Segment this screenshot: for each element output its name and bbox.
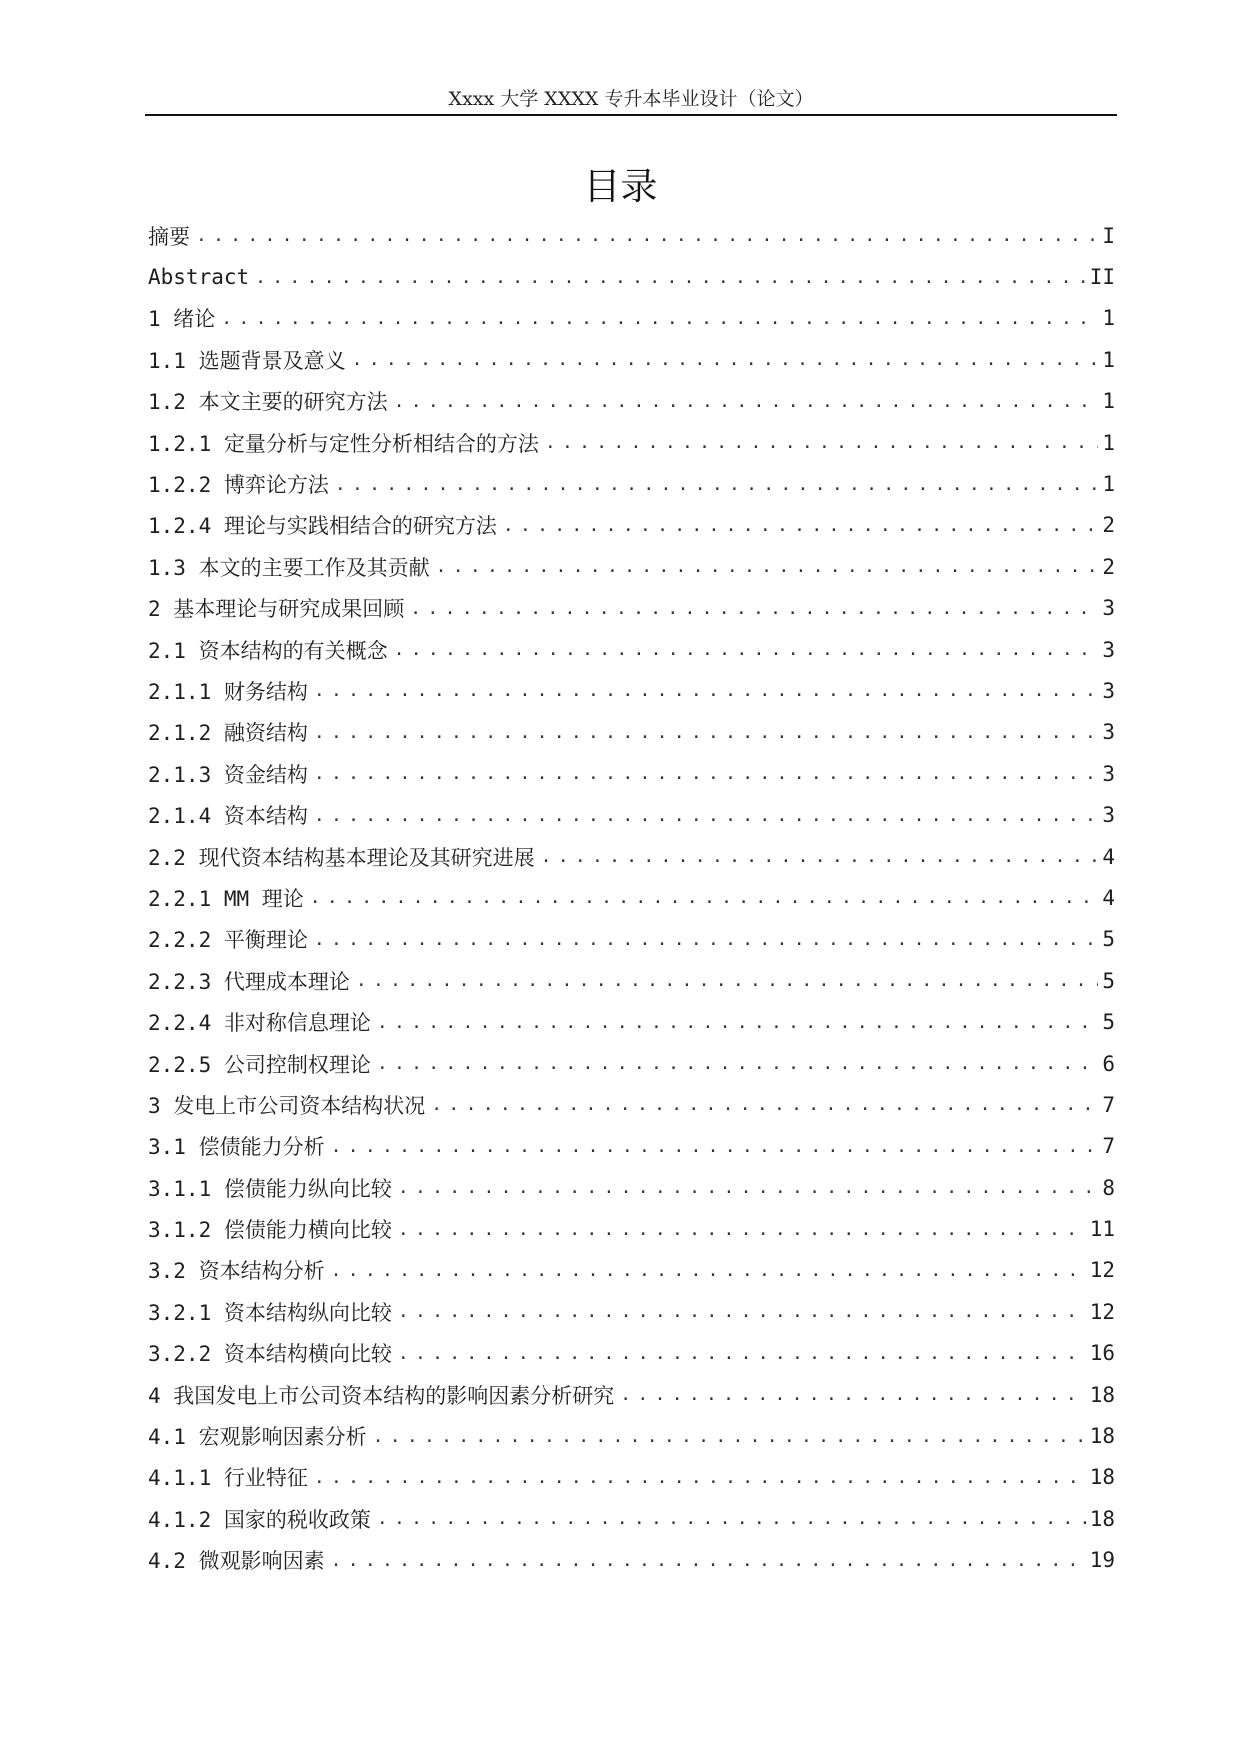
toc-entry-page: 18 (1089, 1382, 1115, 1407)
toc-leader-dots (377, 1053, 1098, 1074)
toc-entry-page: 4 (1102, 885, 1115, 910)
toc-leader-dots (314, 680, 1098, 701)
toc-entry[interactable] (148, 1498, 1115, 1539)
toc-entry[interactable] (148, 505, 1115, 546)
toc-leader-dots (221, 308, 1098, 329)
toc-entry-page: 4 (1102, 844, 1115, 869)
toc-entry-title: 2.2.4 非对称信息理论 (148, 1011, 371, 1036)
toc-entry-title: 1.2.4 理论与实践相结合的研究方法 (148, 514, 497, 539)
toc-entry-page: 7 (1102, 1134, 1115, 1159)
toc-leader-dots (255, 267, 1086, 288)
toc-entry-page: 1 (1102, 430, 1115, 455)
toc-entry-page: 2 (1102, 513, 1115, 538)
toc-entry-title: 4.1 宏观影响因素分析 (148, 1425, 367, 1450)
toc-entry[interactable] (148, 629, 1115, 670)
toc-entry[interactable] (148, 1540, 1115, 1581)
toc-entry-page: 8 (1102, 1175, 1115, 1200)
toc-leader-dots (620, 1384, 1085, 1405)
toc-entry-title: 1.2 本文主要的研究方法 (148, 390, 388, 415)
toc-leader-dots (373, 1426, 1086, 1447)
toc-leader-dots (431, 1094, 1098, 1115)
toc-leader-dots (331, 1550, 1086, 1571)
toc-entry[interactable] (148, 422, 1115, 463)
toc-entry-page: 12 (1089, 1258, 1115, 1283)
toc-entry-page: 3 (1102, 803, 1115, 828)
toc-entry-title: 3.1 偿债能力分析 (148, 1135, 325, 1160)
toc-entry[interactable] (148, 1415, 1115, 1456)
toc-entry-page: 12 (1089, 1299, 1115, 1324)
toc-leader-dots (331, 1260, 1086, 1281)
toc-leader-dots (541, 846, 1099, 867)
toc-entry[interactable] (148, 712, 1115, 753)
toc-entry-page: 5 (1102, 968, 1115, 993)
toc-entry-title: 4.1.1 行业特征 (148, 1466, 308, 1491)
toc-entry[interactable] (148, 1291, 1115, 1332)
running-header: Xxxx 大学 XXXX 专升本毕业设计（论文） (448, 88, 814, 110)
toc-entry[interactable] (148, 1250, 1115, 1291)
toc-entry-page: 1 (1102, 347, 1115, 372)
toc-list (148, 215, 1115, 1581)
toc-entry-page: 1 (1102, 389, 1115, 414)
toc-entry-page: I (1102, 223, 1115, 248)
toc-leader-dots (335, 474, 1098, 495)
toc-leader-dots (314, 722, 1098, 743)
toc-leader-dots (314, 929, 1098, 950)
toc-entry-title: 2.1.4 资本结构 (148, 804, 308, 829)
toc-leader-dots (410, 598, 1098, 619)
toc-entry-title: 3.2.1 资本结构纵向比较 (148, 1300, 392, 1325)
toc-entry[interactable] (148, 836, 1115, 877)
toc-entry-title: 1 绪论 (148, 307, 216, 332)
toc-entry-title: 4.2 微观影响因素 (148, 1549, 325, 1574)
toc-entry-title: 1.1 选题背景及意义 (148, 348, 346, 373)
toc-leader-dots (394, 639, 1099, 660)
toc-entry-title: 3.1.2 偿债能力横向比较 (148, 1218, 392, 1243)
toc-entry[interactable] (148, 919, 1115, 960)
toc-entry-title: 2.2 现代资本结构基本理论及其研究进展 (148, 845, 535, 870)
toc-leader-dots (352, 349, 1099, 370)
toc-entry-page: 7 (1102, 1092, 1115, 1117)
toc-entry-page: 16 (1089, 1341, 1115, 1366)
toc-entry-page: 3 (1102, 678, 1115, 703)
toc-entry-title: 3.2 资本结构分析 (148, 1259, 325, 1284)
toc-entry-page: 3 (1102, 637, 1115, 662)
toc-leader-dots (394, 391, 1099, 412)
toc-entry-page: 3 (1102, 720, 1115, 745)
toc-leader-dots (398, 1177, 1098, 1198)
toc-leader-dots (398, 1219, 1086, 1240)
toc-entry[interactable] (148, 588, 1115, 629)
toc-entry[interactable] (148, 1043, 1115, 1084)
toc-entry-page: 3 (1102, 761, 1115, 786)
toc-entry-title: 摘要 (148, 224, 190, 249)
toc-entry[interactable] (148, 215, 1115, 256)
toc-entry-page: 6 (1102, 1051, 1115, 1076)
toc-entry-page: 1 (1102, 472, 1115, 497)
toc-leader-dots (398, 1343, 1086, 1364)
toc-entry[interactable] (148, 1374, 1115, 1415)
toc-entry-title: 1.2.1 定量分析与定性分析相结合的方法 (148, 431, 539, 456)
toc-entry[interactable] (148, 546, 1115, 587)
toc-entry-title: 2.1.2 融资结构 (148, 721, 308, 746)
toc-leader-dots (314, 1467, 1086, 1488)
toc-entry-title: 3.2.2 资本结构横向比较 (148, 1342, 392, 1367)
toc-entry-page: 5 (1102, 1010, 1115, 1035)
toc-entry-title: 2.2.2 平衡理论 (148, 928, 308, 953)
toc-leader-dots (331, 1136, 1099, 1157)
toc-entry-page: 19 (1089, 1548, 1115, 1573)
toc-entry-title: 2.2.3 代理成本理论 (148, 969, 350, 994)
toc-entry[interactable] (148, 1167, 1115, 1208)
toc-entry[interactable] (148, 877, 1115, 918)
toc-entry[interactable] (148, 794, 1115, 835)
toc-entry-title: Abstract (148, 265, 250, 290)
toc-leader-dots (310, 887, 1099, 908)
toc-entry-page: 5 (1102, 927, 1115, 952)
toc-entry[interactable] (148, 339, 1115, 380)
toc-leader-dots (503, 515, 1098, 536)
toc-entry[interactable] (148, 463, 1115, 504)
toc-entry-title: 4.1.2 国家的税收政策 (148, 1507, 371, 1532)
toc-entry[interactable] (148, 256, 1115, 297)
toc-entry[interactable] (148, 960, 1115, 1001)
toc-leader-dots (314, 805, 1098, 826)
toc-entry[interactable] (148, 381, 1115, 422)
toc-entry-title: 2.2.1 MM 理论 (148, 886, 304, 911)
header-rule (145, 114, 1117, 116)
toc-entry[interactable] (148, 1126, 1115, 1167)
toc-leader-dots (377, 1012, 1098, 1033)
toc-leader-dots (377, 1508, 1086, 1529)
toc-leader-dots (356, 970, 1098, 991)
toc-entry-title: 3.1.1 偿债能力纵向比较 (148, 1176, 392, 1201)
toc-entry[interactable] (148, 1001, 1115, 1042)
toc-entry-title: 4 我国发电上市公司资本结构的影响因素分析研究 (148, 1383, 615, 1408)
toc-leader-dots (398, 1301, 1086, 1322)
toc-entry-title: 2.1.1 财务结构 (148, 679, 308, 704)
toc-entry-page: 3 (1102, 596, 1115, 621)
toc-entry-page: 1 (1102, 306, 1115, 331)
toc-entry[interactable] (148, 753, 1115, 794)
toc-leader-dots (545, 432, 1098, 453)
toc-leader-dots (314, 763, 1098, 784)
toc-entry-page: 11 (1089, 1217, 1115, 1242)
toc-entry-title: 1.3 本文的主要工作及其贡献 (148, 555, 430, 580)
toc-entry-title: 2.2.5 公司控制权理论 (148, 1052, 371, 1077)
toc-entry-title: 2.1.3 资金结构 (148, 762, 308, 787)
toc-entry-page: 18 (1089, 1506, 1115, 1531)
toc-entry-title: 3 发电上市公司资本结构状况 (148, 1093, 426, 1118)
toc-entry[interactable] (148, 1457, 1115, 1498)
toc-entry[interactable] (148, 1208, 1115, 1249)
toc-entry[interactable] (148, 670, 1115, 711)
toc-entry-page: 18 (1089, 1465, 1115, 1490)
toc-entry-title: 1.2.2 博弈论方法 (148, 473, 329, 498)
toc-leader-dots (436, 556, 1099, 577)
toc-entry[interactable] (148, 298, 1115, 339)
toc-entry[interactable] (148, 1333, 1115, 1374)
toc-leader-dots (196, 225, 1098, 246)
toc-entry-page: 18 (1089, 1424, 1115, 1449)
toc-entry-page: 2 (1102, 554, 1115, 579)
toc-title: 目录 (583, 165, 658, 208)
toc-entry-title: 2.1 资本结构的有关概念 (148, 638, 388, 663)
toc-entry-page: II (1089, 265, 1115, 290)
toc-entry[interactable] (148, 1084, 1115, 1125)
toc-entry-title: 2 基本理论与研究成果回顾 (148, 597, 405, 622)
